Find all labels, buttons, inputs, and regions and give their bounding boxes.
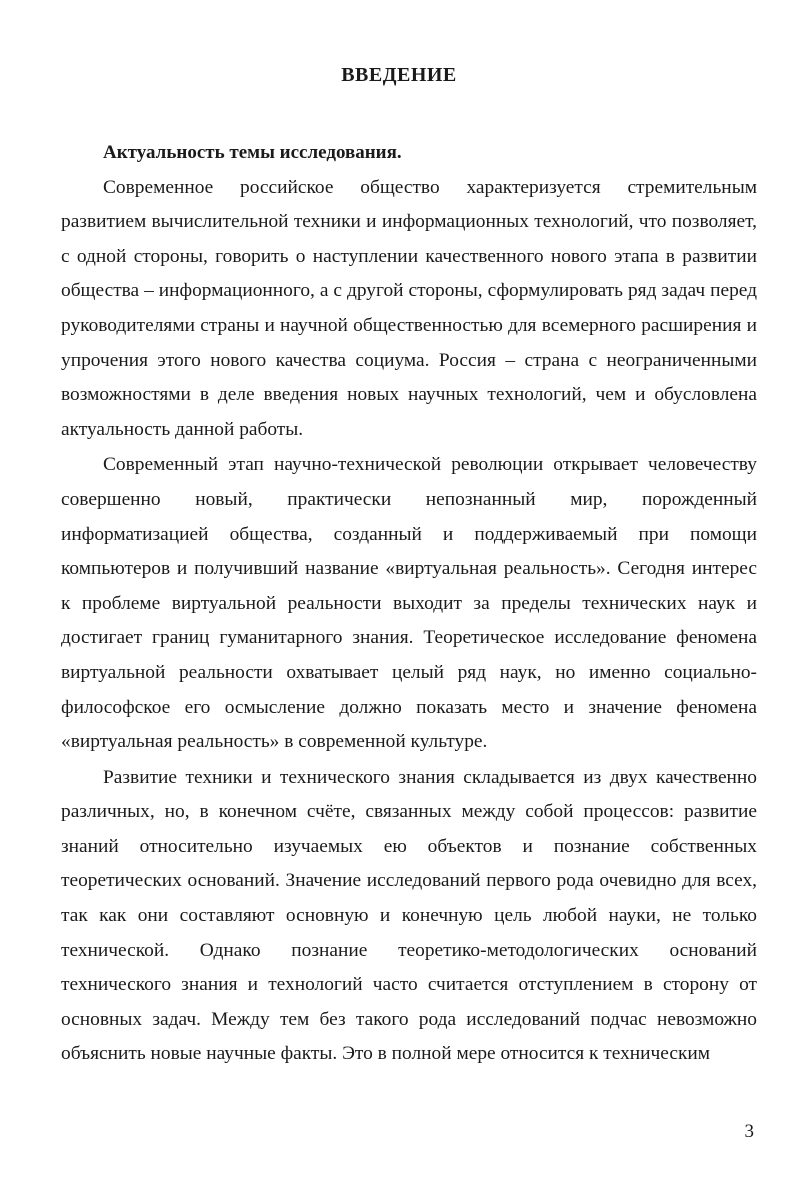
paragraph: Современный этап научно-технической революции открывает человечеству совершенно новый, практически непознанный мир, порожденный информатизацией общества, созданный и поддерживаемый при помощи компьютеров и получивший название «виртуальная реальность». Сегодня интерес к проблеме виртуальной реальности выходит за пределы технических наук и достигает границ гуманитарного знания. Теоретическое исследование феномена виртуальной реальности охватывает целый ряд наук, но именно социально-философское его осмысление должно показать место и значение феномена «виртуальная реальность» в современной культуре. [61,454,757,753]
section-subheading: Актуальность темы исследования. [103,142,402,163]
paragraph: Современное российское общество характеризуется стремительным развитием вычислительной техники и информационных технологий, что позволяет, с одной стороны, говорить о наступлении качественного нового этапа в развитии общества – информационного, а с другой стороны, сформулировать ряд задач перед руководителями страны и научной общественностью для всемерного расширения и упрочения этого нового качества социума. Россия – страна с неограниченными возможностями в деле введения новых научных технологий, чем и обусловлена актуальность данной работы. [61,176,757,440]
body-text [61,136,757,1072]
page-number: 3 [744,1121,754,1142]
page-title: ВВЕДЕНИЕ [341,64,457,86]
paragraph: Развитие техники и технического знания складывается из двух качественно различных, но, в конечном счёте, связанных между собой процессов: развитие знаний относительно изучаемых ею объектов и познание собственных теоретических оснований. Значение исследований первого рода очевидно для всех, так как они составляют основную и конечную цель любой науки, не только технической. Однако познание теоретико-методологических оснований технического знания и технологий часто считается отступлением в сторону от основных задач. Между тем без такого рода исследований подчас невозможно объяснить новые научные факты. Это в полной мере относится к техническим [61,766,757,1065]
